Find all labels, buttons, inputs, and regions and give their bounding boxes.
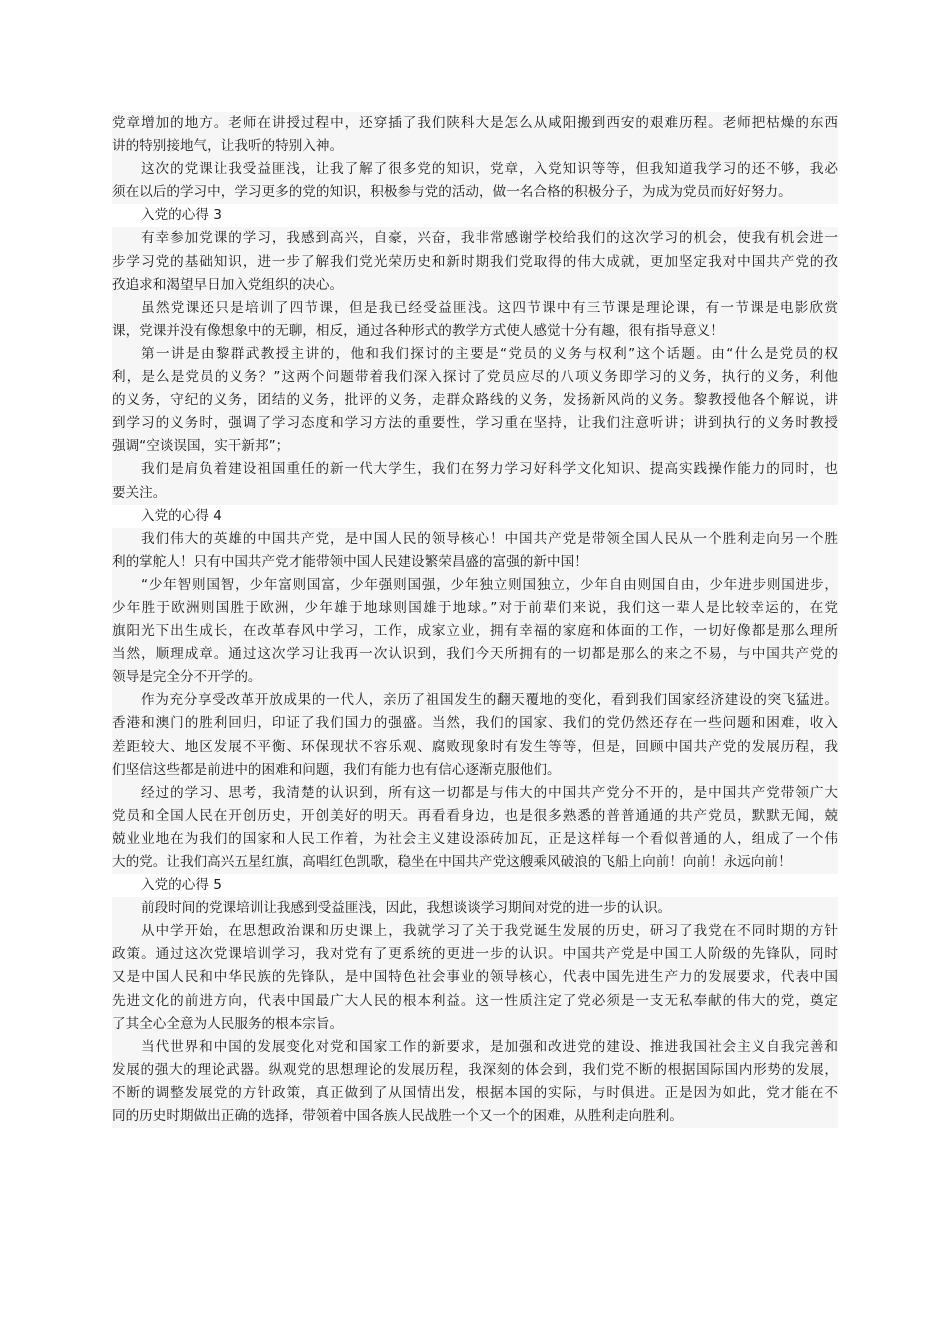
body-text-line: 到学习的义务时，强调了学习态度和学习方法的重要性，学习重在坚持，让我们注意听讲；讲到执行的义务时教授 <box>112 412 838 435</box>
body-text-line: 了其全心全意为人民服务的根本宗旨。 <box>112 1013 838 1036</box>
body-text-line: 党员和全国人民在开创历史，开创美好的明天。再看看身边，也是很多熟悉的普普通通的共产党员，默默无闻，兢 <box>112 805 838 828</box>
paragraph-first-line: 我们伟大的英雄的中国共产党，是中国人民的领导核心！中国共产党是带领全国人民从一个胜利走向另一个胜 <box>112 528 838 551</box>
paragraph-first-line: 这次的党课让我受益匪浅，让我了解了很多党的知识，党章，入党知识等等，但我知道我学习的还不够，我必 <box>112 158 838 181</box>
section-heading: 入党的心得 5 <box>141 877 222 894</box>
section-heading: 入党的心得 3 <box>141 207 222 224</box>
body-text-line: 大的党。让我们高兴五星红旗，高唱红色凯歌，稳坐在中国共产党这艘乘风破浪的飞船上向前！向前！永远向前！ <box>112 851 838 874</box>
body-text-line: 党章增加的地方。老师在讲授过程中，还穿插了我们陕科大是怎么从咸阳搬到西安的艰难历程。老师把枯燥的东西 <box>112 112 838 135</box>
body-text-line: 当然，顺理成章。通过这次学习让我再一次认识到，我们今天所拥有的一切都是那么的来之不易，与中国共产党的 <box>112 643 838 666</box>
paragraph-first-line: 从中学开始，在思想政治课和历史课上，我就学习了关于我党诞生发展的历史，研习了我党在不同时期的方针 <box>112 920 838 943</box>
paragraph-first-line: 经过的学习、思考，我清楚的认识到，所有这一切都是与伟大的中国共产党分不开的，是中国共产党带领广大 <box>112 782 838 805</box>
body-text-line: 的义务，守纪的义务，团结的义务，批评的义务，走群众路线的义务，发扬新风尚的义务。黎教授他各个解说，讲 <box>112 389 838 412</box>
body-text-line: 旗阳光下出生成长，在改革春风中学习，工作，成家立业，拥有幸福的家庭和体面的工作，一切好像都是那么理所 <box>112 620 838 643</box>
body-text-line: 要关注。 <box>112 482 838 505</box>
paragraph-first-line: 有幸参加党课的学习，我感到高兴，自豪，兴奋，我非常感谢学校给我们的这次学习的机会，使我有机会进一 <box>112 227 838 250</box>
body-text-line: 先进文化的前进方向，代表中国最广大人民的根本利益。这一性质注定了党必须是一支无私奉献的伟大的党，奠定 <box>112 990 838 1013</box>
paragraph-first-line: 当代世界和中国的发展变化对党和国家工作的新要求，是加强和改进党的建设、推进我国社会主义自我完善和 <box>112 1036 838 1059</box>
body-text-line: 强调“空谈误国，实干新邦”； <box>112 435 838 458</box>
body-text-line: 利的掌舵人！只有中国共产党才能带领中国人民建设繁荣昌盛的富强的新中国！ <box>112 551 838 574</box>
body-text-line: 领导是完全分不开学的。 <box>112 666 838 689</box>
paragraph-first-line: 前段时间的党课培训让我感到受益匪浅，因此，我想谈谈学习期间对党的进一步的认识。 <box>112 897 838 920</box>
paragraph-first-line: 我们是肩负着建设祖国重任的新一代大学生，我们在努力学习好科学文化知识、提高实践操作能力的同时，也 <box>112 458 838 481</box>
body-text-line: 利，是么是党员的义务？”这两个问题带着我们深入探讨了党员应尽的八项义务即学习的义务，执行的义务，利他 <box>112 366 838 389</box>
body-text-line: 差距较大、地区发展不平衡、环保现状不容乐观、腐败现象时有发生等等，但是，回顾中国共产党的发展历程，我 <box>112 736 838 759</box>
body-text-line: 兢业业地在为我们的国家和人民工作着，为社会主义建设添砖加瓦，正是这样每一个看似普通的人，组成了一个伟 <box>112 828 838 851</box>
body-text-line: 政策。通过这次党课培训学习，我对党有了更系统的更进一步的认识。中国共产党是中国工人阶级的先锋队，同时 <box>112 943 838 966</box>
body-text-line: 发展的强大的理论武器。纵观党的思想理论的发展历程，我深刻的体会到，我们党不断的根据国际国内形势的发展， <box>112 1059 838 1082</box>
body-text-line: 课，党课并没有像想象中的无聊，相反，通过各种形式的教学方式使人感觉十分有趣，很有指导意义！ <box>112 320 838 343</box>
paragraph-first-line: 虽然党课还只是培训了四节课，但是我已经受益匪浅。这四节课中有三节课是理论课，有一节课是电影欣赏 <box>112 297 838 320</box>
body-text-line: 步学习党的基础知识，进一步了解我们党光荣历史和新时期我们党取得的伟大成就，更加坚定我对中国共产党的孜 <box>112 251 838 274</box>
paragraph-first-line: 作为充分享受改革开放成果的一代人，亲历了祖国发生的翻天覆地的变化，看到我们国家经济建设的突飞猛进。 <box>112 689 838 712</box>
paragraph-first-line: “少年智则国智，少年富则国富，少年强则国强，少年独立则国独立，少年自由则国自由，少年进步则国进步， <box>112 574 838 597</box>
body-text-line: 须在以后的学习中，学习更多的党的知识，积极参与党的活动，做一名合格的积极分子，为成为党员而好好努力。 <box>112 181 838 204</box>
section-heading: 入党的心得 4 <box>141 507 222 524</box>
document-page <box>112 112 838 1128</box>
body-text-line: 香港和澳门的胜利回归，印证了我们国力的强盛。当然，我们的国家、我们的党仍然还存在一些问题和困难，收入 <box>112 712 838 735</box>
body-text-line: 少年胜于欧洲则国胜于欧洲，少年雄于地球则国雄于地球。”对于前辈们来说，我们这一辈人是比较幸运的，在党 <box>112 597 838 620</box>
body-text-line: 同的历史时期做出正确的选择，带领着中国各族人民战胜一个又一个的困难，从胜利走向胜利。 <box>112 1105 838 1128</box>
body-text-line: 又是中国人民和中华民族的先锋队，是中国特色社会事业的领导核心，代表中国先进生产力的发展要求，代表中国 <box>112 966 838 989</box>
body-text-line: 不断的调整发展党的方针政策，真正做到了从国情出发，根据本国的实际，与时俱进。正是因为如此，党才能在不 <box>112 1082 838 1105</box>
body-text-line: 孜追求和渴望早日加入党组织的决心。 <box>112 274 838 297</box>
body-text-line: 讲的特别接地气，让我听的特别入神。 <box>112 135 838 158</box>
paragraph-first-line: 第一讲是由黎群武教授主讲的，他和我们探讨的主要是“党员的义务与权利”这个话题。由“什么是党员的权 <box>112 343 838 366</box>
body-text-line: 们坚信这些都是前进中的困难和问题，我们有能力也有信心逐渐克服他们。 <box>112 759 838 782</box>
